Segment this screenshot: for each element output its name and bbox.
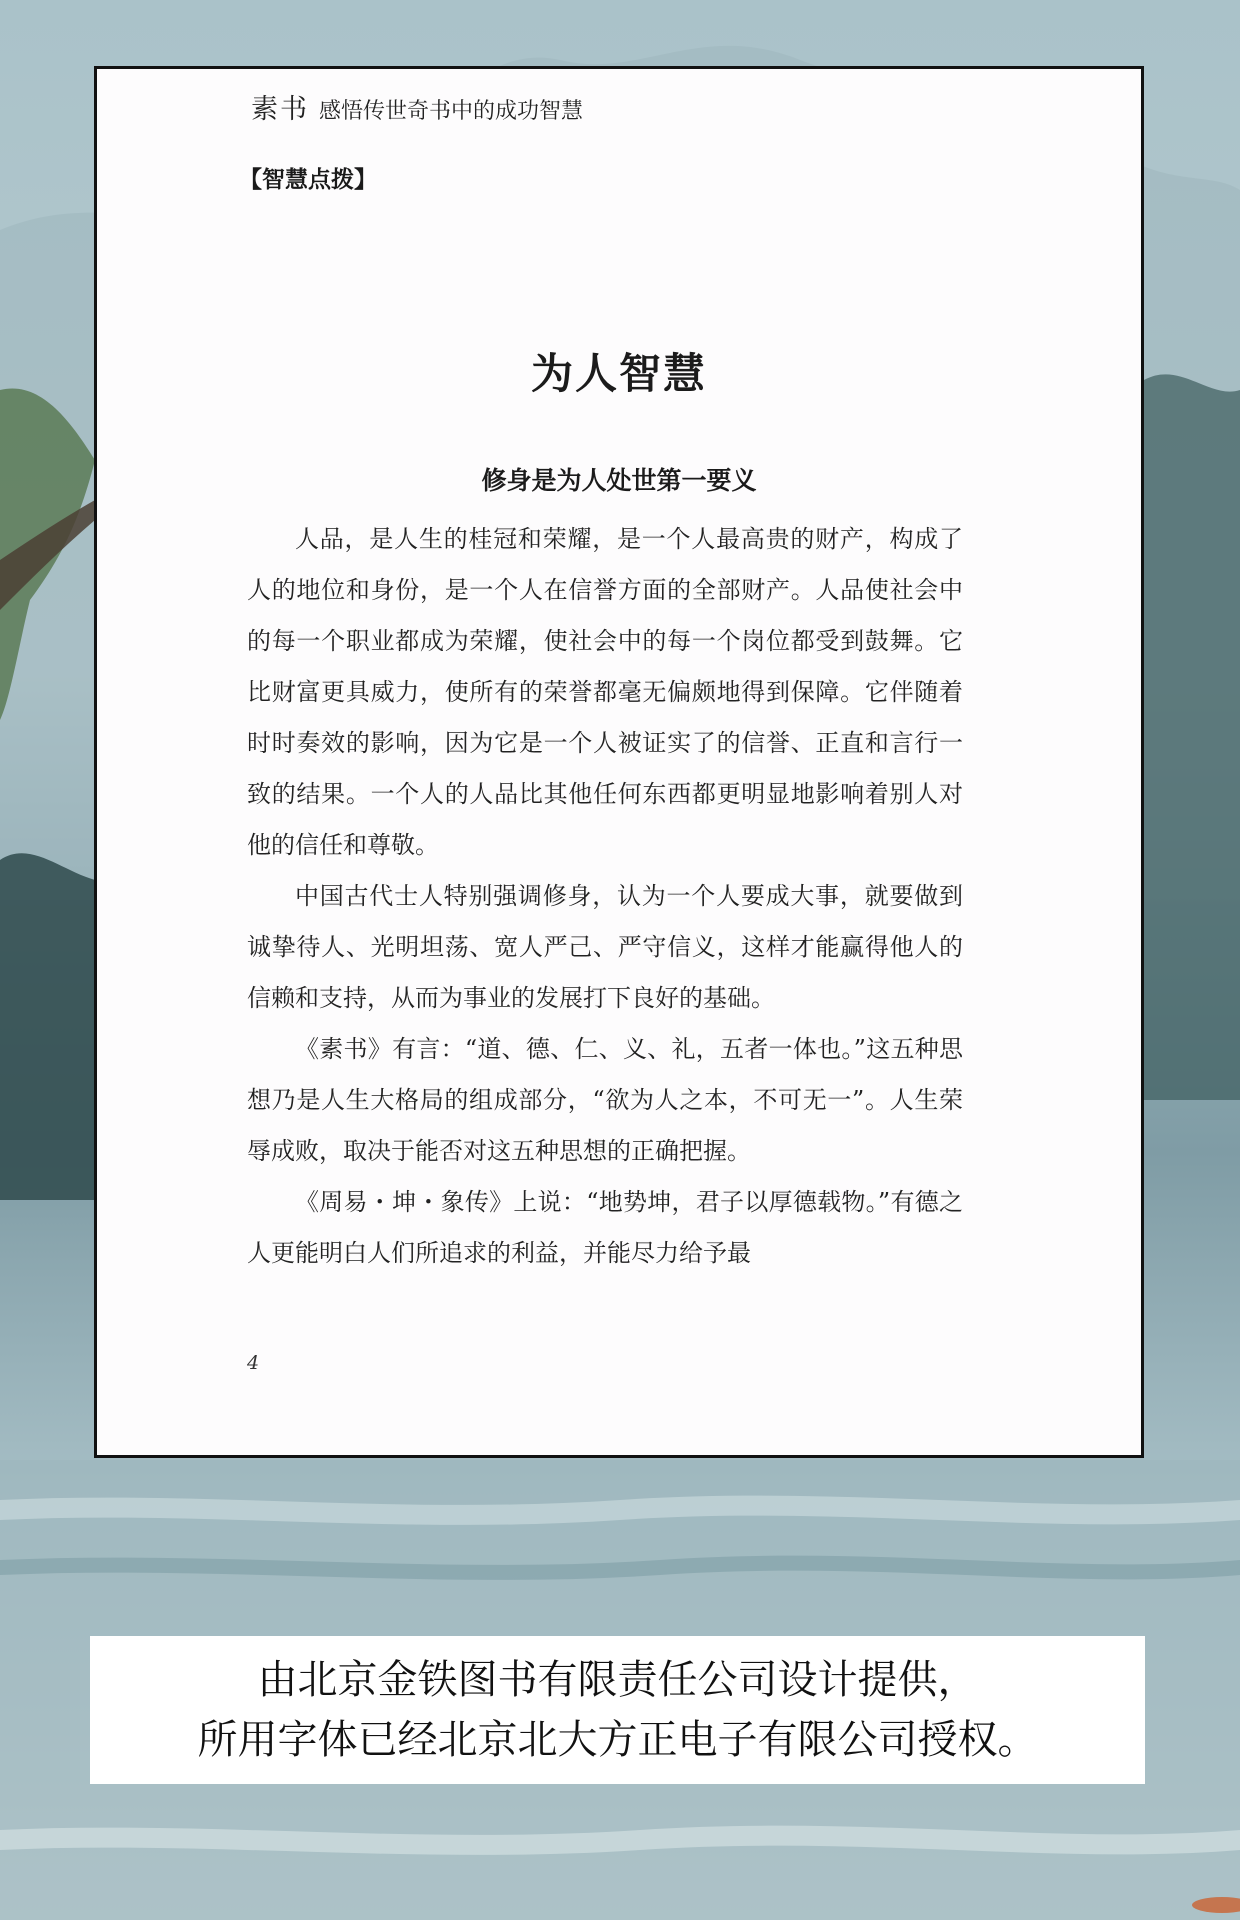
paragraph: 人品，是人生的桂冠和荣耀，是一个人最高贵的财产，构成了人的地位和身份，是一个人在信誉方面的全部财产。人品使社会中的每一个职业都成为荣耀，使社会中的每一个岗位都受到鼓舞。它比财富更具威力，使所有的荣誉都毫无偏颇地得到保障。它伴随着时时奏效的影响，因为它是一个人被证实了的信誉、正直和言行一致的结果。一个人的人品比其他任何东西都更明显地影响着别人对他的信任和尊敬。 (247, 525, 963, 859)
caption-line: 由北京金铁图书有限责任公司设计提供， (257, 1657, 978, 1703)
right-forest (1144, 374, 1240, 1100)
page-number: 4 (247, 1352, 260, 1374)
running-head-subtitle: 感悟传世奇书中的成功智慧 (319, 99, 584, 124)
chapter-title: 为人智慧 (530, 349, 707, 398)
left-forest (0, 853, 95, 1200)
section-tag: 【智慧点拨】 (239, 167, 377, 193)
caption-line: 所用字体已经北京北大方正电子有限公司授权。 (197, 1717, 1038, 1763)
body-text (247, 514, 963, 1279)
paragraph: 《周易・坤・象传》上说：“地势坤，君子以厚德载物。”有德之人更能明白人们所追求的利益，并能尽力给予最 (247, 1188, 963, 1267)
paragraph: 《素书》有言：“道、德、仁、义、礼，五者一体也。”这五种思想乃是人生大格局的组成部分，“欲为人之本，不可无一”。人生荣辱成败，取决于能否对这五种思想的正确把握。 (247, 1035, 963, 1165)
book-page (94, 66, 1144, 1458)
section-subtitle: 修身是为人处世第一要义 (481, 466, 757, 495)
running-head-book-title: 素书 (251, 94, 309, 125)
paragraph: 中国古代士人特别强调修身，认为一个人要成大事，就要做到诚挚待人、光明坦荡、宽人严己、严守信义，这样才能赢得他人的信赖和支持，从而为事业的发展打下良好的基础。 (247, 882, 963, 1012)
running-head (251, 87, 583, 126)
caption-banner (90, 1636, 1145, 1784)
